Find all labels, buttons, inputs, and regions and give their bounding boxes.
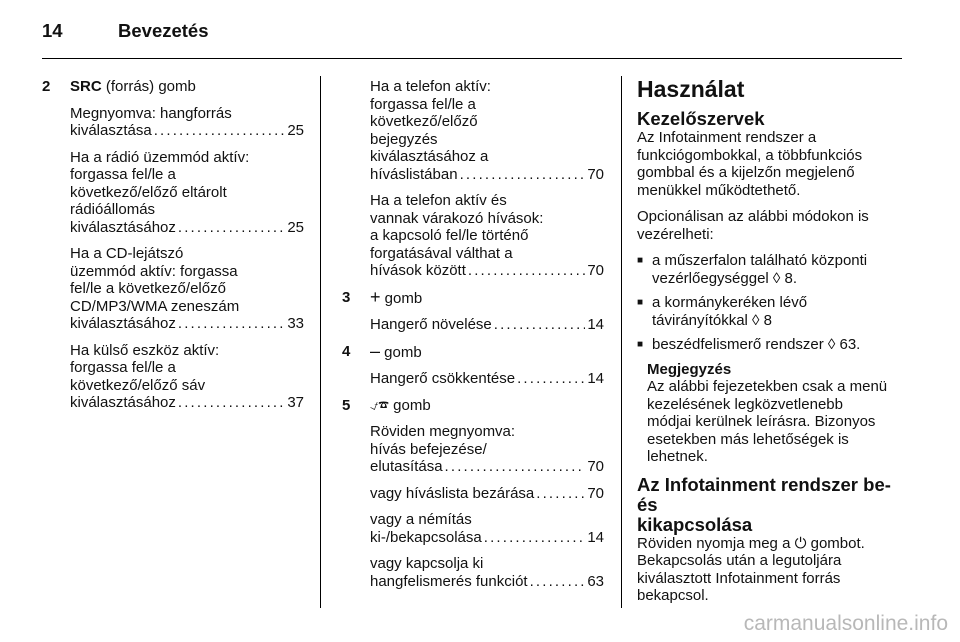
entry-text: Hangerő növelése <box>370 316 492 333</box>
item-title-rest: gomb <box>388 396 431 414</box>
toc-entry <box>70 122 304 140</box>
page-ref[interactable]: 37 <box>287 394 304 411</box>
item-3 <box>342 286 604 334</box>
entry-text: vagy híváslista bezárása <box>370 484 535 502</box>
toc-entry <box>70 219 304 237</box>
toc-entry <box>370 573 604 591</box>
item-2 <box>42 78 304 412</box>
column-divider-1 <box>320 76 321 608</box>
minus-icon: – <box>370 340 381 361</box>
continued-item-2 <box>342 78 604 280</box>
item-title-rest: gomb <box>380 343 422 361</box>
entry-text: hangfelismerés funkciót <box>370 572 528 590</box>
paragraph-lines: Ha a rádió üzemmód aktív: forgassa fel/le a következő/előző eltárolt rádióállomás <box>70 148 250 218</box>
bullet-item: ■ a kormánykeréken lévő távirányítókkal ◊ 8 <box>637 294 907 329</box>
toc-entry <box>370 458 604 476</box>
toc-entry <box>370 529 604 547</box>
plus-icon: + <box>370 286 381 307</box>
toc-entry <box>370 262 604 280</box>
item-title <box>370 397 604 415</box>
note-title: Megjegyzés <box>647 360 732 378</box>
item-title <box>370 340 604 362</box>
toc-entry <box>370 316 604 334</box>
item-4 <box>342 340 604 388</box>
page-ref[interactable]: 70 <box>587 262 604 279</box>
paragraph-lines: vagy kapcsolja ki <box>370 555 484 572</box>
toc-entry <box>70 315 304 333</box>
header-rule <box>42 58 902 59</box>
paragraph-lines: Ha a telefon aktív és vannak várakozó hívások: a kapcsoló fel/le történő forgatásával válthat a <box>370 192 544 262</box>
page-number: 14 <box>42 20 63 41</box>
mute-hangup-icon: ⍻☎ <box>370 396 389 414</box>
item-title-rest: gomb <box>380 289 423 307</box>
src-label: SRC <box>70 78 102 95</box>
paragraph-lines: Röviden megnyomva: hívás befejezése/ <box>370 423 516 458</box>
subsection-heading: Kezelőszervek <box>637 108 765 129</box>
toc-entry <box>370 166 604 184</box>
entry-text: elutasítása <box>370 458 443 475</box>
paragraph-lines: vagy a némítás <box>370 511 472 528</box>
chapter-title: Bevezetés <box>118 20 209 41</box>
item-number: 4 <box>342 342 351 360</box>
toc-entry <box>370 485 604 503</box>
item-title-rest: (forrás) gomb <box>101 78 196 95</box>
page-ref[interactable]: 33 <box>287 315 304 332</box>
section-heading: Használat <box>637 76 745 102</box>
entry-text: kiválasztásához <box>70 218 176 236</box>
entry-text: kiválasztása <box>70 122 152 139</box>
paragraph-lines: Megnyomva: hangforrás <box>70 104 232 122</box>
column-2 <box>342 78 604 599</box>
column-1 <box>42 78 304 421</box>
item-5 <box>342 397 604 591</box>
page-ref[interactable]: 14 <box>587 370 604 387</box>
watermark: carmanualsonline.info <box>743 612 948 635</box>
page-ref[interactable]: 70 <box>587 165 604 183</box>
page-ref[interactable]: 70 <box>587 458 604 475</box>
page-ref[interactable]: 25 <box>287 122 304 139</box>
entry-text: kiválasztásához <box>70 394 176 411</box>
item-title <box>370 286 604 308</box>
item-number: 5 <box>342 396 351 414</box>
page-header <box>42 20 209 42</box>
page-ref[interactable]: 70 <box>587 484 604 502</box>
paragraph-lines: Ha a telefon aktív: forgassa fel/le a következő/előző bejegyzés kiválasztásához a <box>370 78 491 165</box>
subsection-heading-2: Az Infotainment rendszer be- és kikapcsolása <box>637 473 891 535</box>
entry-text: Hangerő csökkentése <box>370 370 516 387</box>
item-number: 2 <box>42 78 51 95</box>
note-box <box>647 361 907 466</box>
item-title <box>70 78 304 96</box>
note-text: Az alábbi fejezetekben csak a menü kezelésének legközvetlenebb módjai kerülnek leírásra. Bizonyos esetekben más lehetőségek is lehetnek. <box>647 378 888 465</box>
paragraph: Opcionálisan az alábbi módokon is vezérelheti: <box>637 208 869 243</box>
entry-text: híváslistában <box>370 165 458 183</box>
paragraph: Röviden nyomja meg a ⏻ gombot. Bekapcsolás után a legutoljára kiválasztott Infotainment forrás bekapcsol. <box>637 534 865 604</box>
bullet-item: ■ a műszerfalon található központi vezérlőegységgel ◊ 8. <box>637 252 907 287</box>
entry-text: ki-/bekapcsolása <box>370 528 482 546</box>
toc-entry <box>70 394 304 412</box>
page-ref[interactable]: 14 <box>587 528 604 546</box>
page-ref[interactable]: 14 <box>587 316 604 333</box>
paragraph-lines: Ha külső eszköz aktív: forgassa fel/le a következő/előző sáv <box>70 341 220 394</box>
entry-text: kiválasztásához <box>70 315 176 332</box>
column-3 <box>637 76 907 614</box>
entry-text: hívások között <box>370 262 466 279</box>
page-ref[interactable]: 63 <box>587 572 604 590</box>
paragraph: Az Infotainment rendszer a funkciógombokkal, a többfunkciós gombbal és a kijelzőn megjelenő menükkel működtethető. <box>637 129 863 199</box>
column-divider-2 <box>621 76 622 608</box>
paragraph-lines: Ha a CD-lejátszó üzemmód aktív: forgassa fel/le a következő/előző CD/MP3/WMA zeneszám <box>70 245 240 315</box>
bullet-item: ■ beszédfelismerő rendszer ◊ 63. <box>637 336 907 354</box>
page-ref[interactable]: 25 <box>287 218 304 236</box>
toc-entry <box>370 370 604 388</box>
item-number: 3 <box>342 288 351 306</box>
